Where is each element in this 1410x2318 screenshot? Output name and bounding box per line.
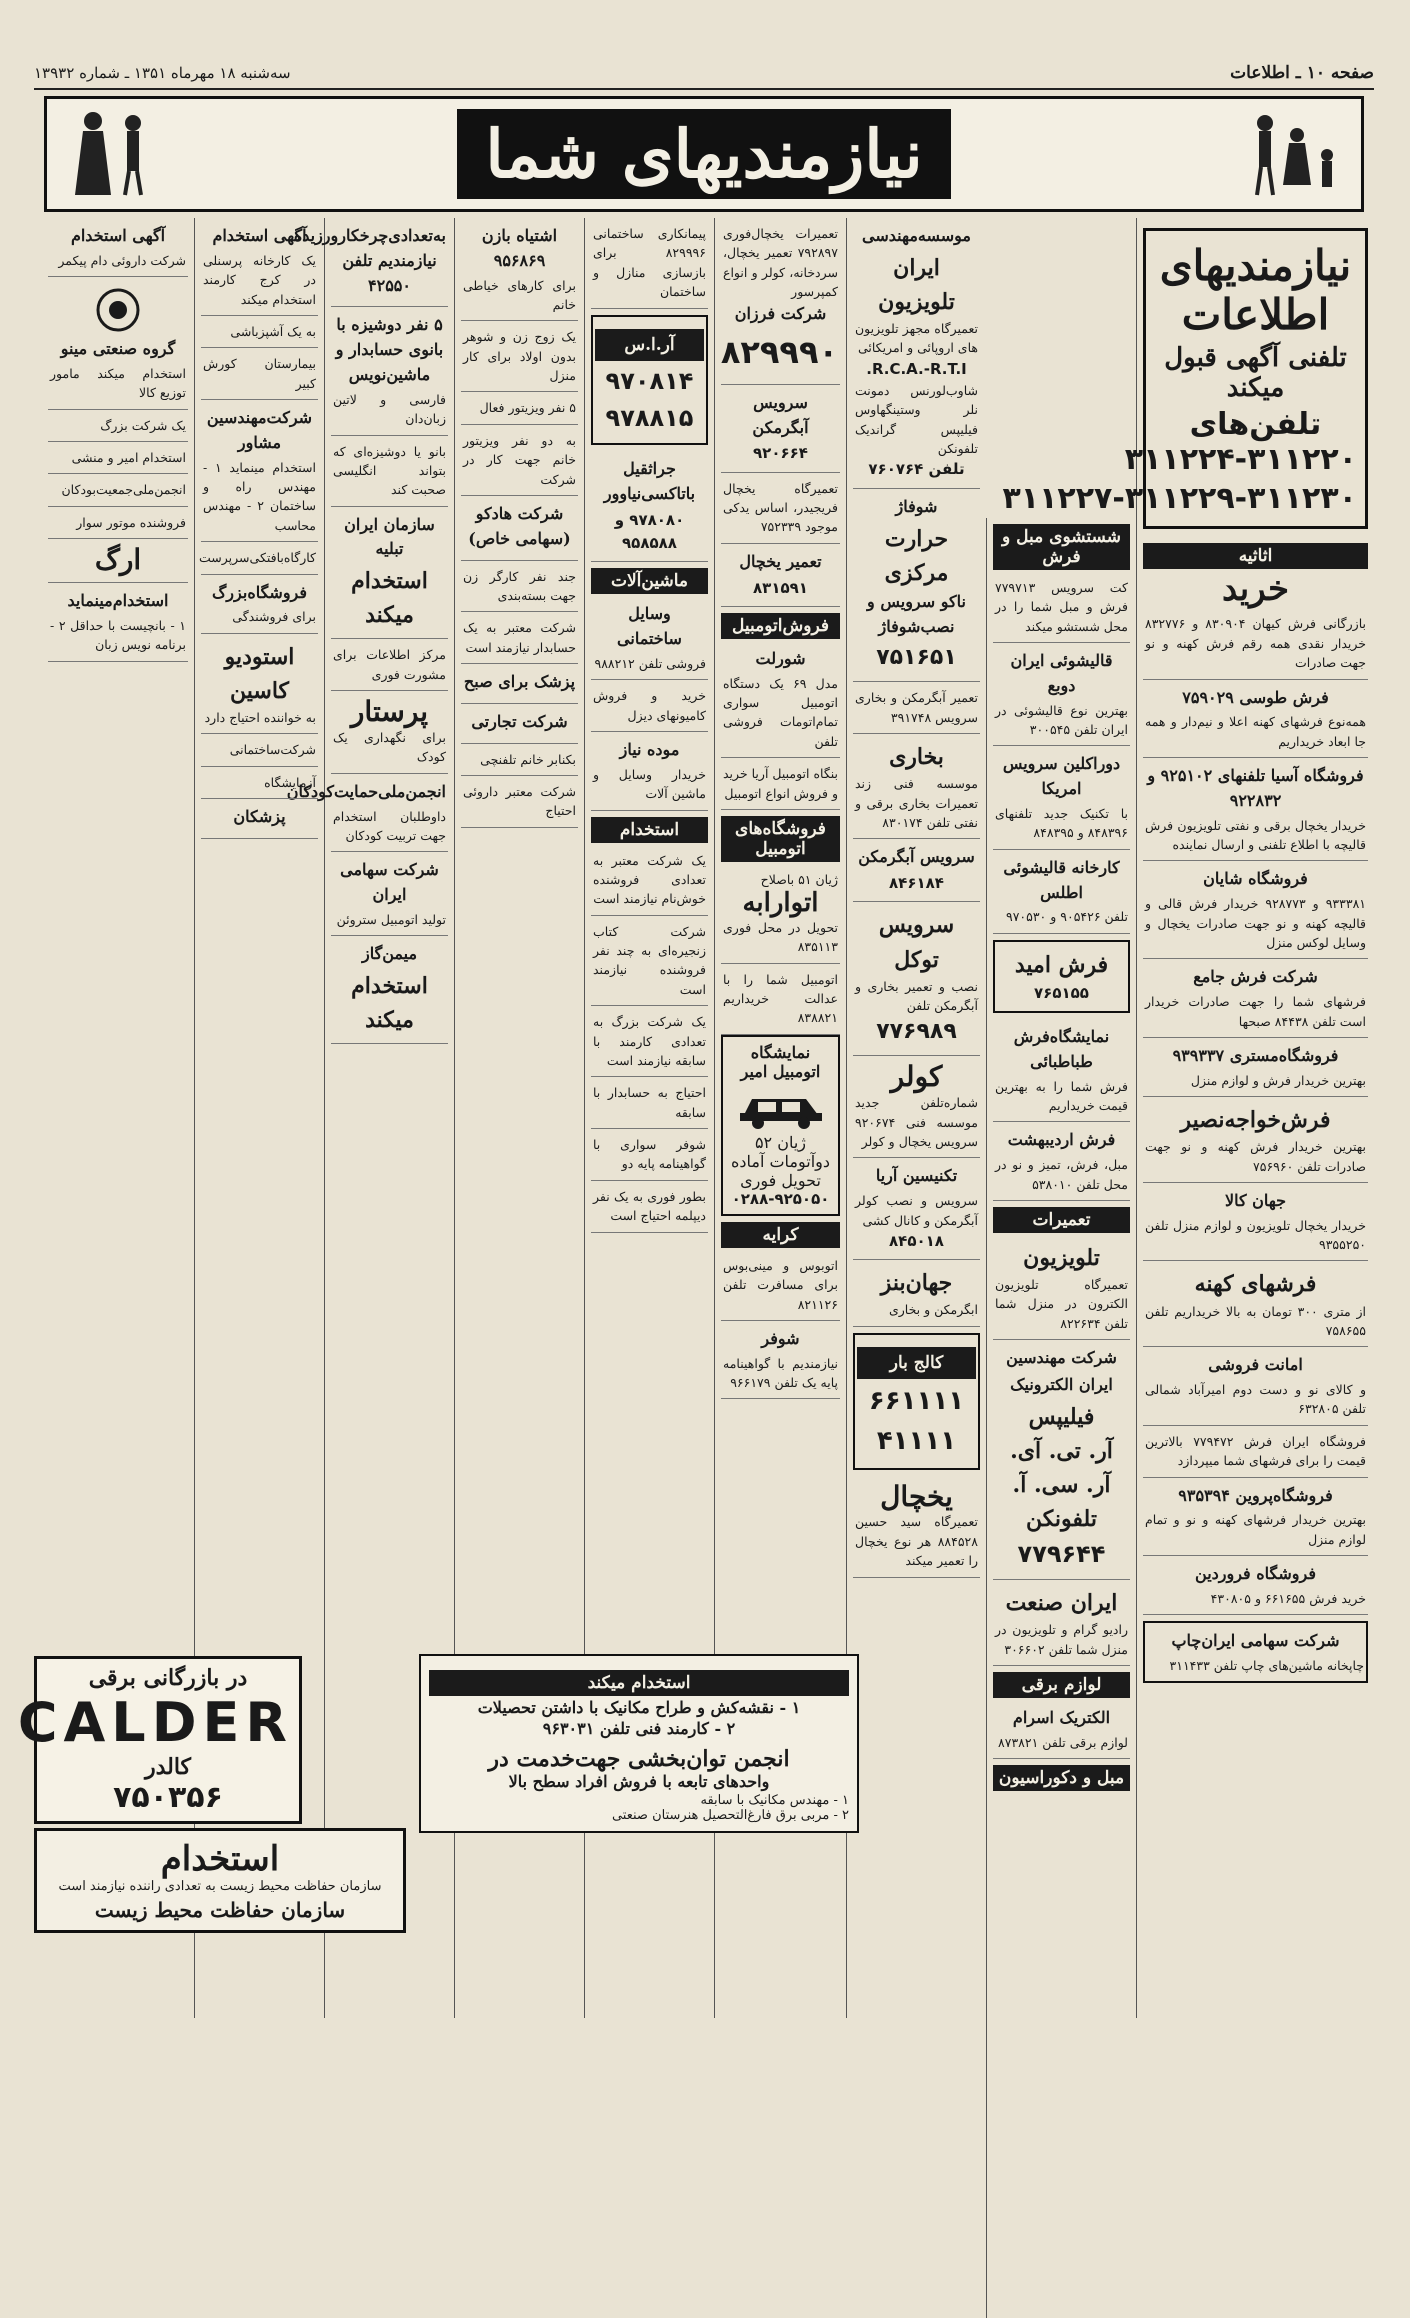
rehab-line: ۲ - مربی برق فارغ‌التحصیل هنرستان صنعتی bbox=[611, 1808, 849, 1823]
ad-item bbox=[721, 864, 840, 964]
calder-phone: ۷۵۰۳۵۶ bbox=[113, 1780, 223, 1815]
ad-text: ۹۳۳۳۸۱ و ۹۲۸۷۷۳ خریدار فرش قالی و قالیچه کهنه و نو جهت صادرات یخچال و وسایل لوکس منزل bbox=[1145, 896, 1367, 950]
ad-item bbox=[461, 218, 578, 321]
ad-item: مرکز اطلاعات برای مشورت فوری bbox=[331, 639, 448, 691]
ad-title: تکنیسین آریا bbox=[875, 1166, 958, 1186]
rehab-title: انجمن توان‌بخشی جهت‌خدمت در bbox=[488, 1746, 790, 1772]
ad-title: به‌تعدادی‌چرخکارورزیده نیازمندیم تلفن ۴۲۵۵۰ bbox=[293, 226, 446, 295]
ad-item: به یک آشپزباشی bbox=[201, 316, 318, 348]
ad-text: موسسه فنی زند تعمیرات بخاری برقی و نفتی تلفن ۸۳۰۱۷۴ bbox=[855, 776, 978, 830]
ad-text: فرش شما را به بهترین قیمت خریداریم bbox=[995, 1078, 1128, 1114]
ad-title: پرستار bbox=[350, 695, 429, 729]
ad-item bbox=[1143, 1097, 1368, 1183]
ad-text: ۱ - بانچیست با حداقل bbox=[70, 617, 187, 633]
ad-text: بهترین خریدار فرش کهنه و نو جهت صادرات تلفن ۷۵۶۹۶۰ bbox=[1145, 1139, 1366, 1174]
ad-text: برای کارهای خیاطی خانم bbox=[463, 277, 576, 312]
ad-item bbox=[721, 1035, 840, 1216]
ad-text: فرشهای شما را جهت صادرات خریدار است تلفن ۸۴۴۳۸ صبحها bbox=[1145, 994, 1366, 1029]
ad-item: اتوبوس و مینی‌بوس برای مسافرت تلفن ۸۲۱۱۲۶ bbox=[721, 1250, 840, 1321]
environment-text: سازمان حفاظت محیط زیست به تعدادی راننده نیازمند است bbox=[58, 1879, 382, 1894]
ad-phone: ۷۷۶۹۸۹ bbox=[876, 1019, 957, 1045]
ad-title: شرکت فرزان bbox=[734, 303, 827, 323]
ad-item bbox=[721, 544, 840, 607]
ad-title: کارخانه قالیشوئی اطلس bbox=[1003, 857, 1120, 902]
ad-title: شرکت‌مهندسین مشاور bbox=[206, 408, 313, 452]
ad-text: خریدار یخچال تلویزیون و لوازم منزل تلفن ۹۳۵۵۲۵۰ bbox=[1145, 1217, 1366, 1253]
ad-item bbox=[853, 839, 980, 902]
ad-title: اتوارابه bbox=[742, 888, 819, 919]
ad-item: بازرگانی فرش کیهان ۸۳۰۹۰۴ و ۸۳۲۷۷۶ خریدار نقدی همه رقم فرش کهنه و نو جهت صادرات bbox=[1143, 608, 1368, 679]
ad-item bbox=[1143, 1038, 1368, 1097]
ad-item bbox=[993, 940, 1130, 1013]
ad-title: کولر bbox=[890, 1060, 943, 1094]
ad-title: نمایشگاه‌فرش طباطبائی bbox=[1013, 1027, 1110, 1071]
section-electrical: لوازم برقی bbox=[993, 1672, 1130, 1698]
ad-item bbox=[591, 451, 708, 562]
ad-title: سازمان ایران تبلیه bbox=[344, 514, 435, 559]
brand-name: تلفونکن bbox=[1026, 1506, 1097, 1533]
ad-item bbox=[1143, 680, 1368, 759]
section-buy-title: خرید bbox=[1221, 569, 1290, 609]
section-employment: استخدام bbox=[591, 817, 708, 843]
ad-text: تعمیرگاه تلویزیون الکترون در منزل شما تلفن ۸۲۲۶۳۴ bbox=[995, 1277, 1128, 1331]
ad-text: شاوب‌لورنس دمونت نلر وستینگهاوس فیلیپس گراندیک تلفونکن bbox=[855, 382, 978, 457]
ad-title: استودیو کاسین bbox=[224, 643, 295, 704]
ad-title: میمن‌گاز bbox=[361, 944, 418, 964]
ad-title: ارگ bbox=[94, 543, 142, 577]
ad-item: اتومبیل شما را با عدالت خریداریم ۸۳۸۸۲۱ bbox=[721, 964, 840, 1035]
ad-subtitle: استخدام میکند bbox=[351, 973, 428, 1034]
ad-subtitle: حرارت مرکزی bbox=[884, 525, 949, 586]
ad-phone: ۸۴۶۱۸۴ bbox=[889, 874, 944, 893]
ad-item: بیمارستان کورش کبیر bbox=[201, 348, 318, 400]
ad-title: شرکت مهندسین bbox=[1006, 1348, 1117, 1368]
ad-item bbox=[993, 746, 1130, 849]
ad-text: با تکنیک جدید تلفنهای ۸۴۸۳۹۶ و ۸۴۸۳۹۵ bbox=[995, 806, 1128, 841]
ad-text: سرویس و نصب کولر آبگرمکن و کانال کشی bbox=[855, 1193, 978, 1228]
ad-item bbox=[293, 218, 448, 307]
ad-item: یک شرکت بزرگ bbox=[48, 410, 188, 442]
ad-title: فروشگاه فروردین bbox=[1195, 1564, 1316, 1584]
ad-title: الکتریک اسرام bbox=[1012, 1708, 1111, 1728]
banner-title: نیازمندیهای شما bbox=[457, 109, 950, 199]
ad-text: استخدام مینماید bbox=[229, 459, 316, 475]
ad-title: آگهی استخدام bbox=[212, 226, 307, 245]
ad-text: مامور توزیع کالا bbox=[50, 365, 186, 401]
ad-item bbox=[721, 641, 840, 758]
ad-phone: ۷۷۹۶۴۴ bbox=[1017, 1540, 1106, 1569]
employment-line: ۲ - کارمند فنی تلفن ۹۶۳۰۳۱ bbox=[542, 1719, 736, 1738]
ad-item: به دو نفر ویزیتور خانم جهت کار در شرکت bbox=[461, 425, 578, 496]
ad-title: موده نیاز bbox=[619, 740, 680, 760]
ad-text: داوطلبان استخدام جهت تربیت کودکان bbox=[333, 808, 446, 843]
ad-title: امانت فروشی bbox=[1208, 1355, 1303, 1375]
ad-item bbox=[853, 1056, 980, 1158]
ad-text: ۲ - مهندس محاسب bbox=[203, 498, 316, 533]
ad-title: شرکت تجارتی bbox=[471, 711, 568, 731]
ad-title: فرشهای کهنه bbox=[1194, 1271, 1317, 1298]
rehab-line: ۱ - مهندس مکانیک با سابقه bbox=[700, 1793, 849, 1808]
ad-item bbox=[853, 734, 980, 839]
ad-title: فرش‌خواجه‌نصیر bbox=[1180, 1107, 1331, 1134]
ad-item: تعمیرگاه یخچال فریجیدر، اساس یدکی موجود ۷۵۲۳۳۹ bbox=[721, 473, 840, 544]
ad-phone: ۸۲۹۹۹۰ bbox=[720, 333, 838, 372]
ad-text: همه‌نوع فرشهای کهنه اعلا و نیم‌دار و همه جا ابعاد خریداریم bbox=[1145, 714, 1366, 749]
ad-item bbox=[48, 277, 188, 410]
ad-item bbox=[853, 1476, 980, 1578]
ad-text: به خواننده احتیاج دارد bbox=[204, 709, 316, 725]
ad-item bbox=[1143, 1183, 1368, 1262]
ad-text: نصب و تعمیر بخاری و آبگرمکن تلفن bbox=[855, 978, 978, 1013]
ad-title: یخچال bbox=[880, 1479, 953, 1513]
ad-item bbox=[591, 732, 708, 811]
ad-item: فروشگاه ایران فرش ۷۷۹۴۷۲ بالاترین قیمت را برای فرشهای شما میپردازد bbox=[1143, 1426, 1368, 1478]
ad-item bbox=[201, 634, 318, 735]
ad-title: شرکت سهامی ایران‌چاپ bbox=[1171, 1631, 1340, 1651]
employment-box-ad bbox=[419, 1654, 859, 1833]
ad-item bbox=[993, 1340, 1130, 1580]
ad-text: بهترین نوع قالیشوئی در ایران تلفن ۳۰۰۵۴۵ bbox=[995, 702, 1128, 738]
section-washing: شستشوی مبل و فرش bbox=[993, 524, 1130, 570]
ad-title: فروشگاه شایان bbox=[1203, 869, 1308, 889]
ad-brand: R.C.A.-R.T.I. bbox=[866, 359, 967, 378]
environment-org: سازمان حفاظت محیط زیست bbox=[94, 1898, 346, 1922]
ad-text: لوازم برقی تلفن ۸۷۳۸۲۱ bbox=[998, 1735, 1128, 1751]
environment-ad bbox=[34, 1828, 406, 1933]
ad-text: شرکت داروئی دام پیکمر bbox=[58, 252, 186, 268]
ad-title: وسایل ساختمانی bbox=[617, 604, 682, 649]
ad-text: ژیان ۵۲ دوآتومات آماده تحویل فوری bbox=[730, 1132, 830, 1190]
ad-text: رادیو گرام و تلویزیون در منزل شما تلفن ۳۰۶۶۰۲ bbox=[995, 1622, 1128, 1657]
section-rental: کرایه bbox=[721, 1222, 840, 1248]
ad-item bbox=[201, 799, 318, 839]
ad-title: آر.ا.س bbox=[595, 329, 704, 361]
ad-text: برای نگهداری یک کودک bbox=[333, 729, 446, 765]
itt-title: نیازمندیهای اطلاعات bbox=[1159, 241, 1352, 339]
section-furniture: اثاثیه bbox=[1143, 543, 1368, 569]
ad-title: فرش اردیبهشت bbox=[1007, 1130, 1116, 1150]
ad-title: کالج بار bbox=[857, 1347, 976, 1379]
ad-item bbox=[993, 643, 1130, 746]
ad-item: انجمن‌ملی‌جمعیت‌بودکان bbox=[48, 474, 188, 506]
environment-title: استخدام bbox=[160, 1839, 280, 1879]
ad-phone: ۹۷۸۰۸۰ و ۹۵۸۵۸۸ bbox=[614, 510, 685, 553]
ad-text: و کالای نو و دست دوم امیرآباد شمالی تلفن ۶۳۲۸۰۵ bbox=[1145, 1382, 1366, 1417]
ad-text: از متری ۳۰۰ تومان به بالا خریداریم تلفن ۷۵۸۶۵۵ bbox=[1145, 1303, 1367, 1338]
ad-item bbox=[993, 1235, 1130, 1340]
ad-item bbox=[591, 218, 708, 309]
ad-title: شوفر bbox=[761, 1328, 800, 1348]
ad-item bbox=[1143, 758, 1368, 861]
ad-item bbox=[993, 1122, 1130, 1201]
ad-text: خریدار یخچال برقی و نفتی تلویزیون فرش قالیچه با اطلاع تلفنی و ارسال نماینده bbox=[1145, 817, 1366, 853]
section-repairs: تعمیرات bbox=[993, 1207, 1130, 1233]
ad-item bbox=[993, 1580, 1130, 1666]
employment-line: ۱ - نقشه‌کش و طراح مکانیک با داشتن تحصیلات bbox=[477, 1698, 801, 1717]
ad-text: تعمیر یخچال، سردخانه، کولر و انواع کمپرسور bbox=[723, 245, 838, 300]
ad-item bbox=[1143, 1478, 1368, 1557]
ad-item bbox=[331, 691, 448, 774]
ad-title: دوراکلین سرویس امریکا bbox=[1002, 754, 1121, 799]
ad-item bbox=[331, 936, 448, 1044]
ad-item: تعمیر آبگرمکن و بخاری سرویس ۳۹۱۷۴۸ bbox=[853, 682, 980, 734]
ad-subtitle: استخدام میکند bbox=[351, 568, 428, 629]
ad-title: موسسه‌مهندسی bbox=[861, 226, 971, 245]
ad-text: بهترین خریدار فرش و لوازم منزل bbox=[1190, 1072, 1366, 1088]
ad-item bbox=[461, 664, 578, 704]
ad-item bbox=[853, 1333, 980, 1470]
ad-text: بهترین خریدار فرشهای کهنه و نو و تمام لوازم منزل bbox=[1145, 1512, 1366, 1547]
ad-text: شماره‌تلفن جدید موسسه فنی ۹۲۰۶۷۴ سرویس یخچال و کولر bbox=[855, 1095, 978, 1149]
ad-phone: ۹۷۸۸۱۵ bbox=[605, 404, 694, 433]
ad-item: یک شرکت بزرگ به تعدادی کارمند با سابقه نیازمند است bbox=[591, 1006, 708, 1077]
ad-item bbox=[201, 575, 318, 634]
ad-text: مبل، فرش، تمیز و نو در محل تلفن ۵۳۸۰۱۰ bbox=[995, 1157, 1128, 1192]
ad-subtitle: ایران الکترونیک bbox=[1010, 1375, 1113, 1395]
ad-title: فروشگاه‌بزرگ bbox=[211, 582, 308, 602]
issue-date: سه‌شنبه ۱۸ مهرماه ۱۳۵۱ ـ شماره ۱۳۹۳۲ bbox=[34, 64, 291, 82]
section-car-sales: فروش‌اتومبیل bbox=[721, 613, 840, 639]
ad-item bbox=[48, 539, 188, 583]
section-machinery: ماشین‌آلات bbox=[591, 568, 708, 594]
ad-item: یک شرکت معتبر به تعدادی فروشنده خوش‌نام نیازمند است bbox=[591, 845, 708, 916]
ad-phone: ۰۲۸۸-۹۲۵۰۵۰ bbox=[731, 1189, 830, 1208]
section-decoration: مبل و دکوراسیون bbox=[993, 1765, 1130, 1791]
ad-item bbox=[461, 704, 578, 744]
ad-text: برای فروشندگی bbox=[232, 609, 316, 625]
ad-text: تعمیرگاه سید حسین ۸۸۴۵۲۸ هر نوع یخچال را تعمیر میکند bbox=[855, 1514, 978, 1569]
ad-text: تلفن ۹۰۵۴۲۶ و ۹۷۰۵۳۰ bbox=[1005, 909, 1128, 925]
car-icon bbox=[736, 1085, 826, 1129]
ad-title: ۵ نفر دوشیزه با بانوی حسابدار و ماشین‌نویس bbox=[335, 315, 444, 384]
ad-phone: ۸۳۱۵۹۱ bbox=[753, 578, 808, 597]
ad-item bbox=[853, 902, 980, 1056]
ad-phone: ۷۶۵۱۵۵ bbox=[1034, 983, 1089, 1002]
itt-phones-2: ۳۱۱۲۲۷-۳۱۱۲۲۹-۳۱۱۲۳۰ bbox=[1002, 481, 1357, 516]
ad-item: خرید و فروش کامیونهای دیزل bbox=[591, 680, 708, 732]
ad-item bbox=[721, 1321, 840, 1400]
ad-item bbox=[853, 1260, 980, 1326]
ad-text: تعمیرات یخچال‌فوری ۷۹۲۸۹۷ bbox=[723, 226, 838, 261]
ad-title: جهان‌بنز bbox=[880, 1270, 953, 1297]
ad-text: خرید فرش ۶۶۱۶۵۵ و ۴۳۰۸۰۵ bbox=[1210, 1590, 1366, 1606]
ad-title: سرویس توکل bbox=[878, 912, 955, 973]
ad-title: ایران صنعت bbox=[1005, 1590, 1118, 1617]
ad-text: تعمیرگاه مجهز تلویزیون های اروپائی و امریکائی bbox=[855, 320, 978, 356]
ad-title: بخاری bbox=[889, 744, 944, 771]
ad-item bbox=[853, 218, 980, 489]
page-label: صفحه ۱۰ ـ اطلاعات bbox=[1230, 63, 1374, 83]
ad-title: گروه صنعتی مینو bbox=[60, 339, 176, 359]
ad-title: فرش طوسی ۷۵۹۰۲۹ bbox=[1182, 687, 1329, 707]
ad-item: فروشنده موتور سوار bbox=[48, 507, 188, 539]
ad-item: شرکت معتبر داروئی احتیاج bbox=[461, 776, 578, 828]
ad-title: استخدام‌مینماید bbox=[67, 591, 169, 611]
ad-item: آزمایشگاه bbox=[201, 767, 318, 799]
company-logo-icon bbox=[95, 287, 141, 333]
ad-title: آگهی استخدام bbox=[70, 226, 166, 245]
ad-text: تحویل در محل فوری ۸۳۵۱۱۳ bbox=[723, 919, 838, 955]
brand-name: فیلیپس bbox=[1028, 1403, 1095, 1430]
page-header bbox=[34, 58, 1374, 90]
ad-item bbox=[201, 218, 318, 316]
newspaper-page bbox=[17, 58, 1374, 2018]
ad-item: شرکت کتاب زنجیره‌ای به چند نفر فروشنده نیازمند است bbox=[591, 916, 708, 1007]
ad-item bbox=[721, 385, 840, 473]
ad-text: برای بازسازی منازل و ساختمان bbox=[593, 245, 706, 300]
ad-text: فارسی و لاتین زبان‌دان bbox=[333, 391, 446, 427]
calder-brand: CALDER bbox=[17, 1691, 293, 1754]
itt-phones-1: تلفن‌های ۳۱۱۲۲۰-۳۱۱۲۲۴ bbox=[1124, 407, 1357, 477]
ad-item bbox=[461, 496, 578, 561]
rehab-subtitle: واحدهای تابعه با فروش افراد سطح بالا bbox=[508, 1772, 770, 1791]
ad-text: مدل ۶۹ یک دستگاه اتومبیل سواری تمام‌اتومات فروشی تلفن bbox=[723, 675, 838, 749]
ad-item: استخدام امیر و منشی bbox=[48, 442, 188, 474]
ad-subtitle: ناکو سرویس و نصب‌شوفاژ bbox=[867, 591, 966, 636]
ad-item: احتیاج به حسابدار با سابقه bbox=[591, 1077, 708, 1129]
ad-item bbox=[1143, 1261, 1368, 1347]
ad-item bbox=[1143, 959, 1368, 1038]
ad-phone: ۸۴۵۰۱۸ bbox=[889, 1231, 944, 1250]
ad-item bbox=[331, 307, 448, 435]
ad-item: جند نفر کارگر زن جهت بسته‌بندی bbox=[461, 561, 578, 613]
ad-text: ابگرمکن و بخاری bbox=[888, 1302, 978, 1318]
ad-title: شرکت فرش جامع bbox=[1193, 967, 1318, 987]
ad-title: تعمیر یخچال bbox=[739, 551, 822, 571]
ad-item bbox=[721, 218, 840, 385]
ad-item bbox=[591, 596, 708, 680]
employment-header: استخدام میکند bbox=[429, 1670, 849, 1696]
ad-text: چاپخانه ماشین‌های چاپ تلفن ۳۱۱۴۳۳ bbox=[1169, 1658, 1364, 1674]
ad-phone: ۶۶۱۱۱۱ ۴۱۱۱۱ bbox=[868, 1385, 965, 1457]
ad-title: شرکت سهامی ایران bbox=[340, 860, 439, 905]
ad-item bbox=[1143, 1621, 1368, 1683]
ad-title: تلویزیون bbox=[1023, 1245, 1100, 1272]
ad-text: خریدار وسایل و ماشین آلات bbox=[593, 766, 706, 802]
ad-text: تولید اتومبیل ستروئن bbox=[336, 911, 446, 927]
ad-item bbox=[1143, 861, 1368, 959]
ad-item bbox=[853, 1158, 980, 1260]
ad-item bbox=[993, 1019, 1130, 1122]
ad-item: کارگاه‌بافتکی‌سرپرست bbox=[201, 542, 318, 574]
ad-item: بانو یا دوشیزه‌ای که بتواند انگلیسی صحبت کند bbox=[331, 436, 448, 507]
ad-phone: تلفن ۷۶۰۷۶۴ bbox=[868, 460, 965, 479]
ad-title: فرش امید bbox=[1014, 951, 1109, 978]
ad-title: فروشگاه‌پروین ۹۳۵۳۹۴ bbox=[1178, 1485, 1333, 1505]
ad-title: اشتیاه بازن ۹۵۶۸۶۹ bbox=[481, 226, 558, 270]
ad-text: ۲ - برنامه نویس زبان bbox=[50, 617, 186, 653]
ad-title: پزشکان bbox=[233, 807, 286, 826]
section-car-shops: فروشگاه‌های اتومبیل bbox=[721, 816, 840, 862]
ad-item bbox=[591, 315, 708, 446]
itt-subtitle: تلفنی آگهی قبول میکند bbox=[1164, 343, 1347, 403]
ad-title: جهان کالا bbox=[1224, 1190, 1287, 1210]
couple-illustration-icon bbox=[53, 105, 173, 201]
ad-title: جراثقیل باتاکسی‌نیاوور bbox=[603, 459, 696, 504]
ad-title: سرویس آبگرمکن bbox=[858, 847, 975, 867]
ad-title: پزشک برای صبح bbox=[463, 672, 576, 692]
classifieds-banner bbox=[44, 96, 1364, 212]
brand-name: آر. سی. آ. bbox=[1012, 1472, 1111, 1499]
ad-subtitle: ایران تلویزیون bbox=[878, 254, 955, 315]
ad-item bbox=[993, 850, 1130, 934]
ad-title: نمایشگاه اتومبیل امیر bbox=[740, 1042, 821, 1081]
ad-item bbox=[331, 852, 448, 936]
ad-title: انجمن‌ملی‌حمایت‌کودکان bbox=[286, 781, 446, 801]
ad-title: شرکت هادکو (سهامی خاص) bbox=[468, 503, 571, 548]
column-2 bbox=[986, 518, 1136, 2318]
ad-item bbox=[1143, 1347, 1368, 1426]
family-illustration-icon bbox=[1235, 105, 1355, 201]
ad-title: فروشگاه آسیا تلفنهای ۹۲۵۱۰۲ و ۹۲۲۸۳۲ bbox=[1147, 766, 1364, 810]
ad-title: شوفاژ bbox=[895, 496, 938, 516]
calder-sub: در بازرگانی برقی bbox=[88, 1665, 248, 1691]
brand-name: آر. تی. آی. bbox=[1010, 1437, 1113, 1464]
ad-item bbox=[1143, 1556, 1368, 1615]
ad-item: بنگاه اتومبیل آریا خرید و فروش انواع اتومبیل bbox=[721, 758, 840, 810]
calder-ad bbox=[17, 1656, 302, 1824]
ad-text: فروشی تلفن ۹۸۸۲۱۲ bbox=[594, 655, 706, 671]
ad-item: بطور فوری به یک نفر دیپلمه احتیاج است bbox=[591, 1181, 708, 1233]
ad-item bbox=[201, 400, 318, 542]
column-3 bbox=[846, 218, 986, 2018]
ad-phone: ۹۷۰۸۱۴ bbox=[605, 366, 694, 395]
ad-item: شرکت معتبر به یک حسابدار نیازمند است bbox=[461, 612, 578, 664]
ad-item: یک زوج زن و شوهر بدون اولاد برای کار منزل bbox=[461, 321, 578, 392]
ettelaat-classifieds-box bbox=[1002, 228, 1368, 529]
ad-item: شرکت‌ساختمانی bbox=[201, 734, 318, 766]
ad-item bbox=[48, 583, 188, 662]
ad-item bbox=[48, 218, 188, 277]
ad-title: شورلت bbox=[755, 648, 806, 668]
ad-item: بکنابر خانم تلفنچی bbox=[461, 744, 578, 776]
ad-text: نیازمندیم با گواهینامه پایه یک تلفن ۹۶۶۱۷۹ bbox=[723, 1355, 838, 1391]
ad-item: کت سرویس ۷۷۹۷۱۳ فرش و مبل شما را در محل شستشو میکند bbox=[993, 572, 1130, 643]
ad-text: ژیان ۵۱ باصلاح bbox=[760, 871, 838, 887]
calder-fa: کالدر bbox=[144, 1754, 192, 1780]
ad-item bbox=[331, 507, 448, 640]
ad-phone: ۷۵۱۶۵۱ bbox=[876, 645, 957, 671]
ad-item: ۵ نفر ویزیتور فعال bbox=[461, 392, 578, 424]
ad-title: قالیشوئی ایران دوبع bbox=[1010, 651, 1113, 695]
ad-title: فروشگاه‌مستری ۹۳۹۳۳۷ bbox=[1172, 1045, 1339, 1065]
ad-text: یک کارخانه پرسنلی در کرج کارمند استخدام میکند bbox=[203, 252, 316, 307]
ad-item bbox=[853, 489, 980, 683]
ad-text: ۱ - مهندس راه و ساختمان bbox=[203, 459, 316, 514]
ad-item: شوفر سواری با گواهینامه پایه دو bbox=[591, 1129, 708, 1181]
ad-text: پیمانکاری ساختمانی ۸۲۹۹۹۶ bbox=[593, 226, 706, 261]
ad-item bbox=[993, 1700, 1130, 1759]
ad-text: استخدام میکند bbox=[97, 365, 186, 381]
ad-title: سرویس آبگرمکن bbox=[752, 392, 809, 437]
ad-phone: ۹۲۰۶۶۴ bbox=[753, 444, 808, 463]
